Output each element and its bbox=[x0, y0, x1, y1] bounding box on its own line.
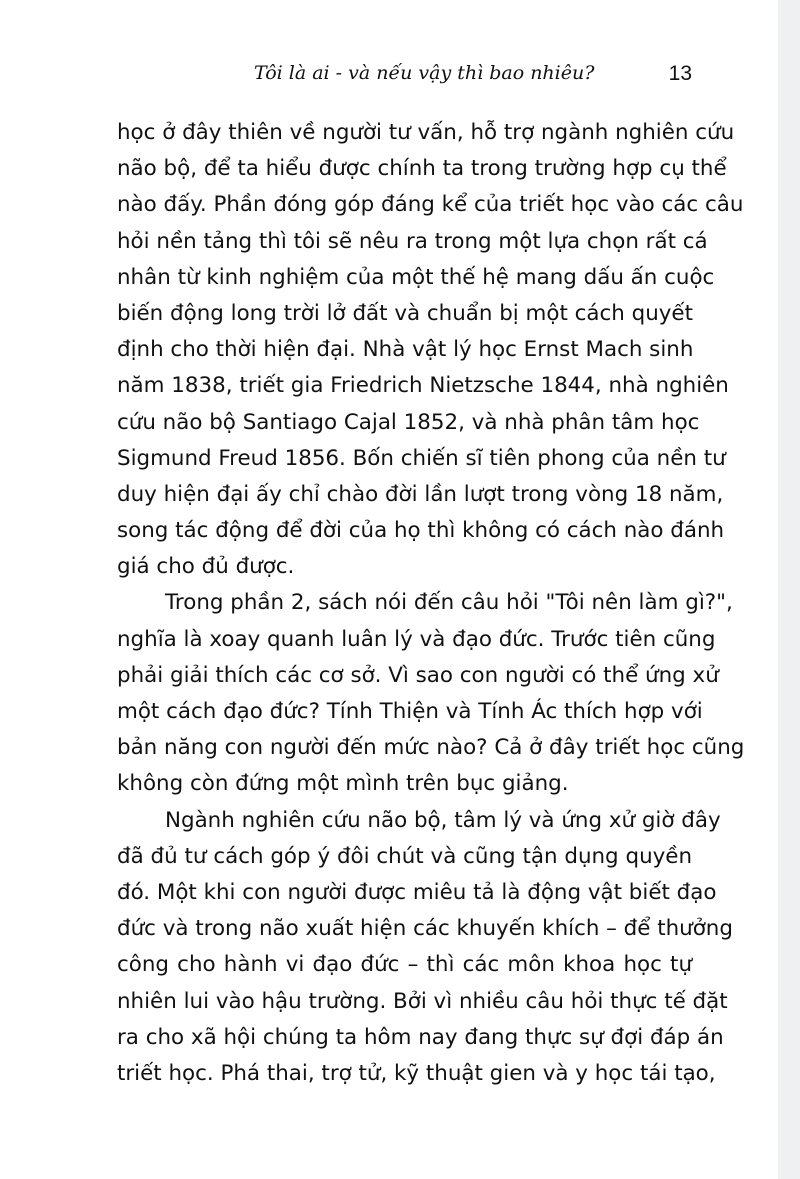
text-line: biến động long trời lở đất và chuẩn bị một cách quyết bbox=[117, 300, 693, 326]
text-line: đức và trong não xuất hiện các khuyến khích – để thưởng bbox=[117, 916, 733, 942]
text-line: học ở đây thiên về người tư vấn, hỗ trợ ngành nghiên cứu bbox=[117, 120, 735, 145]
text-line: phải giải thích các cơ sở. Vì sao con người có thể ứng xử bbox=[117, 662, 719, 688]
page-number: 13 bbox=[668, 62, 692, 85]
text-line: Trong phần 2, sách nói đến câu hỏi "Tôi nên làm gì?", bbox=[165, 590, 733, 616]
text-line: nhân từ kinh nghiệm của một thế hệ mang dấu ấn cuộc bbox=[117, 264, 715, 290]
paragraph bbox=[117, 585, 745, 802]
text-line: giá cho đủ được. bbox=[117, 554, 295, 580]
text-line: hỏi nền tảng thì tôi sẽ nêu ra trong một lựa chọn rất cá bbox=[117, 228, 708, 254]
text-line: năm 1838, triết gia Friedrich Nietzsche 1844, nhà nghiên bbox=[117, 373, 729, 399]
text-line: cứu não bộ Santiago Cajal 1852, và nhà phân tâm học bbox=[117, 409, 700, 435]
text-line: triết học. Phá thai, trợ tử, kỹ thuật gien và y học tái tạo, bbox=[117, 1060, 716, 1086]
page-edge bbox=[778, 0, 800, 1179]
text-line: đó. Một khi con người được miêu tả là động vật biết đạo bbox=[117, 879, 717, 905]
body-text bbox=[117, 115, 745, 1092]
text-line: ra cho xã hội chúng ta hôm nay đang thực sự đợi đáp án bbox=[117, 1024, 724, 1050]
text-line: đã đủ tư cách góp ý đôi chút và cũng tận dụng quyền bbox=[117, 843, 692, 869]
paragraph bbox=[117, 803, 733, 1093]
text-line: định cho thời hiện đại. Nhà vật lý học Ernst Mach sinh bbox=[117, 337, 694, 363]
text-line: nào đấy. Phần đóng góp đáng kể của triết học vào các câu bbox=[117, 192, 744, 218]
text-line: duy hiện đại ấy chỉ chào đời lần lượt trong vòng 18 năm, bbox=[117, 481, 724, 507]
text-line: không còn đứng một mình trên bục giảng. bbox=[117, 771, 569, 797]
running-title: Tôi là ai - và nếu vậy thì bao nhiêu? bbox=[254, 62, 595, 84]
text-line: một cách đạo đức? Tính Thiện và Tính Ác thích hợp với bbox=[117, 699, 703, 724]
text-line: song tác động để đời của họ thì không có cách nào đánh bbox=[117, 518, 725, 544]
paragraph bbox=[117, 115, 744, 585]
text-line: công cho hành vi đạo đức – thì các môn khoa học tự bbox=[117, 952, 692, 978]
text-line: bản năng con người đến mức nào? Cả ở đây triết học cũng bbox=[117, 735, 745, 761]
text-line: nhiên lui vào hậu trường. Bởi vì nhiều câu hỏi thực tế đặt bbox=[117, 988, 728, 1014]
text-line: não bộ, để ta hiểu được chính ta trong trường hợp cụ thể bbox=[117, 156, 727, 182]
text-line: Sigmund Freud 1856. Bốn chiến sĩ tiên phong của nền tư bbox=[117, 445, 726, 471]
text-line: Ngành nghiên cứu não bộ, tâm lý và ứng xử giờ đây bbox=[165, 807, 721, 833]
text-line: nghĩa là xoay quanh luân lý và đạo đức. Trước tiên cũng bbox=[117, 626, 716, 652]
page-header bbox=[117, 62, 692, 98]
